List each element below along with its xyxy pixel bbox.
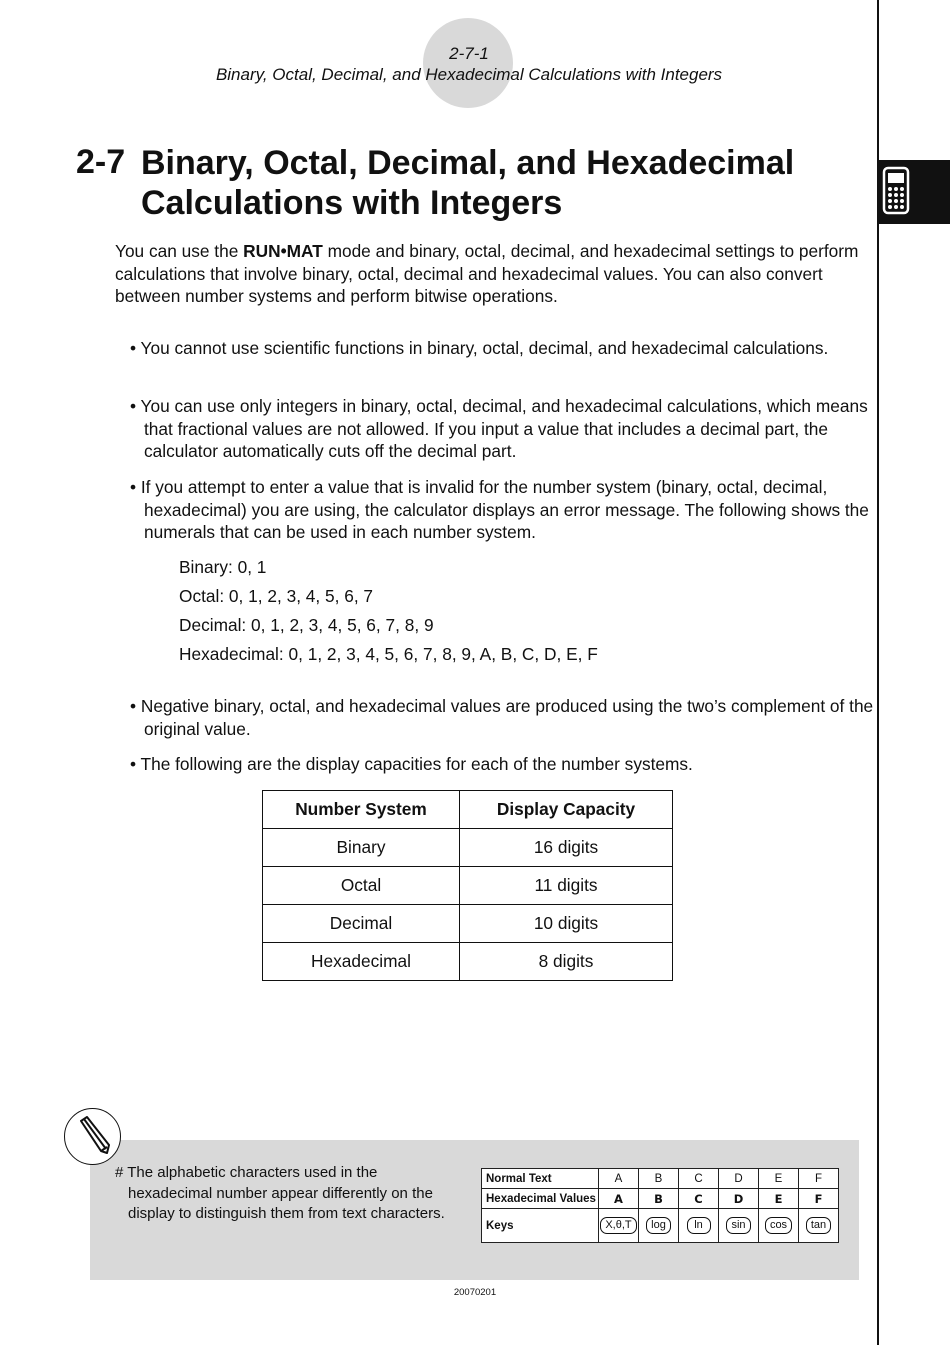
row-label: Keys <box>482 1209 599 1243</box>
table-cell: Octal <box>263 867 460 905</box>
table-header-row <box>263 791 673 829</box>
footer-code: 20070201 <box>453 1287 497 1298</box>
table-header: Display Capacity <box>460 791 673 829</box>
bullet-item: • Negative binary, octal, and hexadecimal values are produced using the two’s complement of the original value. <box>130 696 874 739</box>
table-row <box>263 943 673 981</box>
note-marker <box>64 1108 121 1165</box>
page-number: 2-7-1 <box>449 44 489 63</box>
running-title: Binary, Octal, Decimal, and Hexadecimal Calculations with Integers <box>215 65 723 84</box>
bullet-item: • You can use only integers in binary, octal, decimal, and hexadecimal calculations, which means that fractional values are not allowed. If you input a value that includes a decimal part, the calculator automatically cuts off the decimal part. <box>130 396 868 461</box>
intro-after: mode and binary, octal, decimal, and hexadecimal settings to perform calculations that involve binary, octal, decimal and hexadecimal values. You can also convert between number systems and perform bitwise operations. <box>115 241 859 306</box>
numerals-binary: Binary: 0, 1 <box>179 557 267 577</box>
key-log: log <box>646 1217 671 1234</box>
display-capacity-table <box>262 790 673 981</box>
calculator-icon <box>882 166 912 216</box>
key-tan: tan <box>806 1217 831 1234</box>
key-sin: sin <box>726 1217 750 1234</box>
chapter-tab <box>879 160 950 224</box>
key-cell <box>719 1209 759 1243</box>
key-cell <box>639 1209 679 1243</box>
key-cell <box>599 1209 639 1243</box>
numerals-octal: Octal: 0, 1, 2, 3, 4, 5, 6, 7 <box>179 586 374 606</box>
key-cell <box>799 1209 839 1243</box>
hex-char: D <box>719 1189 759 1209</box>
table-cell: Hexadecimal <box>263 943 460 981</box>
table-row <box>482 1189 839 1209</box>
hex-char: A <box>599 1189 639 1209</box>
numerals-hexadecimal: Hexadecimal: 0, 1, 2, 3, 4, 5, 6, 7, 8, 9, A, B, C, D, E, F <box>179 644 598 664</box>
key-xthetat: X,θ,T <box>600 1217 636 1234</box>
key-cell <box>759 1209 799 1243</box>
note-text: # The alphabetic characters used in the hexadecimal number appear differently on the display to distinguish them from text characters. <box>115 1164 445 1222</box>
table-cell: Decimal <box>263 905 460 943</box>
normal-char: A <box>599 1169 639 1189</box>
bullet-item: • The following are the display capacities for each of the number systems. <box>130 754 693 774</box>
hex-char: F <box>799 1189 839 1209</box>
intro-before: You can use the <box>115 241 244 261</box>
bullet-item: • If you attempt to enter a value that is invalid for the number system (binary, octal, decimal, hexadecimal) you are using, the calculator displays an error message. The following shows the numerals that can be used in each number system. <box>130 477 869 542</box>
bullet-item: • You cannot use scientific functions in binary, octal, decimal, and hexadecimal calculations. <box>130 338 829 358</box>
table-cell: 8 digits <box>460 943 673 981</box>
run-mat-mode: RUN•MAT <box>243 241 323 261</box>
table-cell: Binary <box>263 829 460 867</box>
hex-char: E <box>759 1189 799 1209</box>
hex-keys-table <box>481 1168 839 1243</box>
key-ln: ln <box>687 1217 711 1234</box>
table-cell: 11 digits <box>460 867 673 905</box>
normal-char: E <box>759 1169 799 1189</box>
numerals-decimal: Decimal: 0, 1, 2, 3, 4, 5, 6, 7, 8, 9 <box>179 615 434 635</box>
table-row <box>482 1209 839 1243</box>
table-cell: 16 digits <box>460 829 673 867</box>
normal-char: F <box>799 1169 839 1189</box>
section-title-line2: Calculations with Integers <box>141 184 563 222</box>
section-title <box>141 143 861 223</box>
normal-char: D <box>719 1169 759 1189</box>
normal-char: C <box>679 1169 719 1189</box>
key-cos: cos <box>765 1217 792 1234</box>
row-label: Hexadecimal Values <box>482 1189 599 1209</box>
hex-char: C <box>679 1189 719 1209</box>
section-title-line1: Binary, Octal, Decimal, and Hexadecimal <box>141 144 795 182</box>
pencil-icon <box>73 1115 113 1157</box>
normal-char: B <box>639 1169 679 1189</box>
table-row <box>482 1169 839 1189</box>
table-cell: 10 digits <box>460 905 673 943</box>
intro-paragraph <box>115 240 865 308</box>
table-row <box>263 905 673 943</box>
row-label: Normal Text <box>482 1169 599 1189</box>
table-row <box>263 867 673 905</box>
section-number: 2-7 <box>76 143 126 181</box>
table-row <box>263 829 673 867</box>
table-header: Number System <box>263 791 460 829</box>
hex-char: B <box>639 1189 679 1209</box>
key-cell <box>679 1209 719 1243</box>
